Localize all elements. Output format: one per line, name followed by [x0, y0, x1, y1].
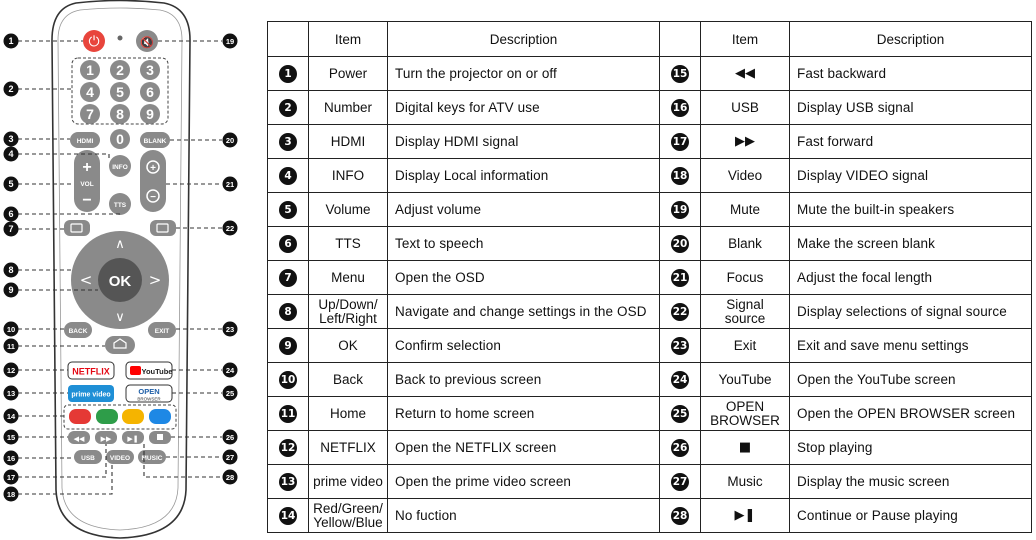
back-label: BACK — [68, 328, 88, 335]
row-number-cell — [660, 329, 701, 363]
header-item-right: Item — [701, 22, 790, 57]
description-cell: Adjust volume — [388, 193, 660, 227]
row-number-cell — [268, 363, 309, 397]
table-row — [268, 329, 1032, 363]
description-cell: Display HDMI signal — [388, 125, 660, 159]
callout-10-number: 10 — [6, 325, 16, 335]
row-number-cell — [660, 363, 701, 397]
table-row — [268, 125, 1032, 159]
row-number-cell — [660, 499, 701, 533]
exit-label: EXIT — [154, 328, 170, 335]
description-cell: Stop playing — [790, 431, 1032, 465]
row-number-cell — [268, 125, 309, 159]
row-number-cell — [660, 261, 701, 295]
item-cell: Number — [309, 91, 388, 125]
description-cell: No fuction — [388, 499, 660, 533]
callout-8-number: 8 — [8, 265, 14, 276]
green-button[interactable] — [96, 409, 118, 424]
item-cell: Red/Green/ Yellow/Blue — [309, 499, 388, 533]
mute-icon: 🔇 — [140, 36, 154, 49]
dpad-left-icon[interactable]: < — [79, 271, 93, 289]
callout-2-number: 2 — [8, 84, 14, 95]
row-number-cell — [268, 91, 309, 125]
video-label: VIDEO — [109, 455, 131, 462]
row-number-badge: 27 — [671, 473, 689, 491]
row-number-cell — [268, 57, 309, 91]
description-cell: Navigate and change settings in the OSD — [388, 295, 660, 329]
item-cell: YouTube — [701, 363, 790, 397]
digit-8-label: 8 — [116, 106, 124, 122]
header-description-left: Description — [388, 22, 660, 57]
description-cell: Return to home screen — [388, 397, 660, 431]
description-cell: Display the music screen — [790, 465, 1032, 499]
table-row — [268, 465, 1032, 499]
table-header-row — [268, 22, 1032, 57]
item-cell: Back — [309, 363, 388, 397]
row-number-badge: 13 — [279, 473, 297, 491]
row-number-cell — [660, 57, 701, 91]
indicator-led — [118, 36, 123, 41]
item-cell: Home — [309, 397, 388, 431]
table-row — [268, 91, 1032, 125]
description-cell: Continue or Pause playing — [790, 499, 1032, 533]
power-icon: ⏻ — [88, 34, 100, 50]
row-number-cell — [268, 465, 309, 499]
row-number-badge: 19 — [671, 201, 689, 219]
digit-2-label: 2 — [116, 62, 124, 78]
row-number-badge: 28 — [671, 507, 689, 525]
table-row — [268, 159, 1032, 193]
row-number-badge: 7 — [279, 269, 297, 287]
fast-backward-icon: ◀◀ — [73, 435, 85, 443]
volume-label: VOL — [80, 181, 94, 188]
description-cell: Make the screen blank — [790, 227, 1032, 261]
info-label: INFO — [112, 164, 128, 171]
callout-4-number: 4 — [8, 149, 14, 160]
item-cell: ▶❚ — [701, 499, 790, 533]
row-number-badge: 3 — [279, 133, 297, 151]
item-cell: OPEN BROWSER — [701, 397, 790, 431]
digit-7-label: 7 — [86, 106, 94, 122]
youtube-label: YouTube — [141, 367, 173, 376]
callout-14-number: 14 — [6, 412, 16, 422]
row-number-badge: 6 — [279, 235, 297, 253]
item-cell: USB — [701, 91, 790, 125]
callout-22-number: 22 — [225, 224, 235, 234]
callout-5-number: 5 — [8, 179, 14, 190]
callout-6-number: 6 — [8, 209, 14, 220]
callout-3-number: 3 — [8, 134, 14, 145]
tts-label: TTS — [113, 202, 127, 209]
row-number-badge: 18 — [671, 167, 689, 185]
table-row — [268, 261, 1032, 295]
item-cell: Signal source — [701, 295, 790, 329]
row-number-badge: 12 — [279, 439, 297, 457]
callout-27-number: 27 — [225, 453, 235, 463]
row-number-badge: 11 — [279, 405, 297, 423]
menu-button[interactable] — [64, 220, 90, 236]
description-cell: Open the YouTube screen — [790, 363, 1032, 397]
table-row — [268, 193, 1032, 227]
callout-25-number: 25 — [225, 389, 235, 399]
item-cell: Music — [701, 465, 790, 499]
callout-28-number: 28 — [225, 473, 235, 483]
callout-26-number: 26 — [225, 433, 235, 443]
description-cell: Turn the projector on or off — [388, 57, 660, 91]
callout-21-number: 21 — [225, 180, 235, 190]
prime-video-label: prime video — [71, 391, 111, 399]
description-cell: Display Local information — [388, 159, 660, 193]
description-cell: Display selections of signal source — [790, 295, 1032, 329]
volume-minus-icon: − — [82, 192, 92, 209]
browser-label: BROWSER — [137, 396, 161, 402]
focus-plus-mark: + — [150, 163, 156, 174]
row-number-badge: 15 — [671, 65, 689, 83]
row-number-badge: 16 — [671, 99, 689, 117]
callout-9-number: 9 — [8, 285, 14, 296]
callout-17-number: 17 — [6, 473, 16, 483]
item-cell: Up/Down/ Left/Right — [309, 295, 388, 329]
dpad-down-icon[interactable]: ∨ — [115, 310, 125, 325]
row-number-cell — [660, 431, 701, 465]
description-cell: Mute the built-in speakers — [790, 193, 1032, 227]
item-cell: Blank — [701, 227, 790, 261]
table-row — [268, 295, 1032, 329]
header-number-left — [268, 22, 309, 57]
function-table — [267, 21, 1032, 533]
item-cell: TTS — [309, 227, 388, 261]
description-cell: Text to speech — [388, 227, 660, 261]
description-cell: Confirm selection — [388, 329, 660, 363]
item-cell: INFO — [309, 159, 388, 193]
item-cell: Focus — [701, 261, 790, 295]
table-row — [268, 431, 1032, 465]
ok-label: OK — [108, 273, 132, 290]
digit-5-label: 5 — [116, 84, 124, 100]
row-number-cell — [660, 159, 701, 193]
row-number-cell — [660, 227, 701, 261]
table-row — [268, 227, 1032, 261]
callout-11-number: 11 — [7, 342, 15, 352]
yellow-button[interactable] — [122, 409, 144, 424]
hdmi-label: HDMI — [76, 138, 94, 145]
table-row — [268, 499, 1032, 533]
row-number-badge: 10 — [279, 371, 297, 389]
row-number-badge: 17 — [671, 133, 689, 151]
red-button[interactable] — [69, 409, 91, 424]
description-cell: Open the NETFLIX screen — [388, 431, 660, 465]
callout-23-number: 23 — [225, 325, 235, 335]
row-number-cell — [660, 91, 701, 125]
description-cell: Display VIDEO signal — [790, 159, 1032, 193]
row-number-cell — [268, 329, 309, 363]
row-number-badge: 21 — [671, 269, 689, 287]
item-cell: OK — [309, 329, 388, 363]
digit-6-label: 6 — [146, 84, 154, 100]
music-label: MUSIC — [141, 455, 163, 462]
callout-24-number: 24 — [225, 366, 235, 376]
digit-1-label: 1 — [86, 62, 94, 78]
row-number-badge: 22 — [671, 303, 689, 321]
row-number-badge: 24 — [671, 371, 689, 389]
row-number-badge: 23 — [671, 337, 689, 355]
table-row — [268, 363, 1032, 397]
callout-19-number: 19 — [225, 37, 235, 47]
row-number-cell — [660, 295, 701, 329]
row-number-badge: 4 — [279, 167, 297, 185]
callout-20-number: 20 — [225, 136, 235, 146]
header-number-right — [660, 22, 701, 57]
dpad-up-icon[interactable]: ∧ — [115, 237, 125, 252]
row-number-badge: 20 — [671, 235, 689, 253]
row-number-cell — [268, 159, 309, 193]
digit-4-label: 4 — [86, 84, 94, 100]
description-cell: Open the OPEN BROWSER screen — [790, 397, 1032, 431]
row-number-badge: 26 — [671, 439, 689, 457]
table-row — [268, 397, 1032, 431]
callout-13-number: 13 — [6, 389, 16, 399]
description-cell: Display USB signal — [790, 91, 1032, 125]
row-number-badge: 25 — [671, 405, 689, 423]
description-cell: Exit and save menu settings — [790, 329, 1032, 363]
description-cell: Fast backward — [790, 57, 1032, 91]
remote-control-diagram — [0, 0, 262, 540]
row-number-badge: 1 — [279, 65, 297, 83]
item-cell: ▶▶ — [701, 125, 790, 159]
signal-source-button[interactable] — [150, 220, 176, 236]
row-number-cell — [268, 499, 309, 533]
volume-plus-icon: + — [82, 159, 92, 176]
fast-forward-icon: ▶▶ — [100, 435, 112, 443]
row-number-badge: 2 — [279, 99, 297, 117]
item-cell: prime video — [309, 465, 388, 499]
digit-9-label: 9 — [146, 106, 154, 122]
item-cell: NETFLIX — [309, 431, 388, 465]
description-cell: Adjust the focal length — [790, 261, 1032, 295]
item-cell: Video — [701, 159, 790, 193]
description-cell: Digital keys for ATV use — [388, 91, 660, 125]
item-cell: Menu — [309, 261, 388, 295]
item-cell: ◀◀ — [701, 57, 790, 91]
row-number-cell — [268, 397, 309, 431]
item-cell: HDMI — [309, 125, 388, 159]
play-pause-icon: ▶❚ — [127, 435, 139, 443]
open-label: OPEN — [138, 387, 160, 396]
description-cell: Open the OSD — [388, 261, 660, 295]
row-number-cell — [660, 125, 701, 159]
header-item-left: Item — [309, 22, 388, 57]
row-number-cell — [268, 261, 309, 295]
blue-button[interactable] — [149, 409, 171, 424]
digit-0-label: 0 — [116, 131, 124, 147]
callout-16-number: 16 — [6, 454, 16, 464]
header-description-right: Description — [790, 22, 1032, 57]
row-number-cell — [268, 227, 309, 261]
item-cell: ■ — [701, 431, 790, 465]
item-cell: Mute — [701, 193, 790, 227]
row-number-cell — [660, 465, 701, 499]
blank-label: BLANK — [143, 138, 167, 145]
row-number-cell — [268, 431, 309, 465]
item-cell: Power — [309, 57, 388, 91]
usb-label: USB — [81, 455, 95, 462]
netflix-label: NETFLIX — [72, 366, 110, 377]
row-number-badge: 5 — [279, 201, 297, 219]
row-number-badge: 9 — [279, 337, 297, 355]
row-number-badge: 14 — [279, 507, 297, 525]
youtube-icon — [130, 366, 141, 375]
description-cell: Open the prime video screen — [388, 465, 660, 499]
callout-12-number: 12 — [6, 366, 16, 376]
stop-icon — [157, 434, 163, 440]
callout-18-number: 18 — [6, 490, 16, 500]
callout-1-number: 1 — [8, 36, 14, 47]
item-cell: Exit — [701, 329, 790, 363]
description-cell: Back to previous screen — [388, 363, 660, 397]
table-row — [268, 57, 1032, 91]
row-number-cell — [268, 193, 309, 227]
row-number-cell — [268, 295, 309, 329]
row-number-cell — [660, 397, 701, 431]
description-cell: Fast forward — [790, 125, 1032, 159]
callout-15-number: 15 — [6, 433, 16, 443]
row-number-badge: 8 — [279, 303, 297, 321]
dpad-right-icon[interactable]: > — [148, 271, 162, 289]
row-number-cell — [660, 193, 701, 227]
callout-7-number: 7 — [8, 224, 14, 235]
item-cell: Volume — [309, 193, 388, 227]
focus-minus-mark: − — [150, 192, 156, 203]
digit-3-label: 3 — [146, 62, 154, 78]
